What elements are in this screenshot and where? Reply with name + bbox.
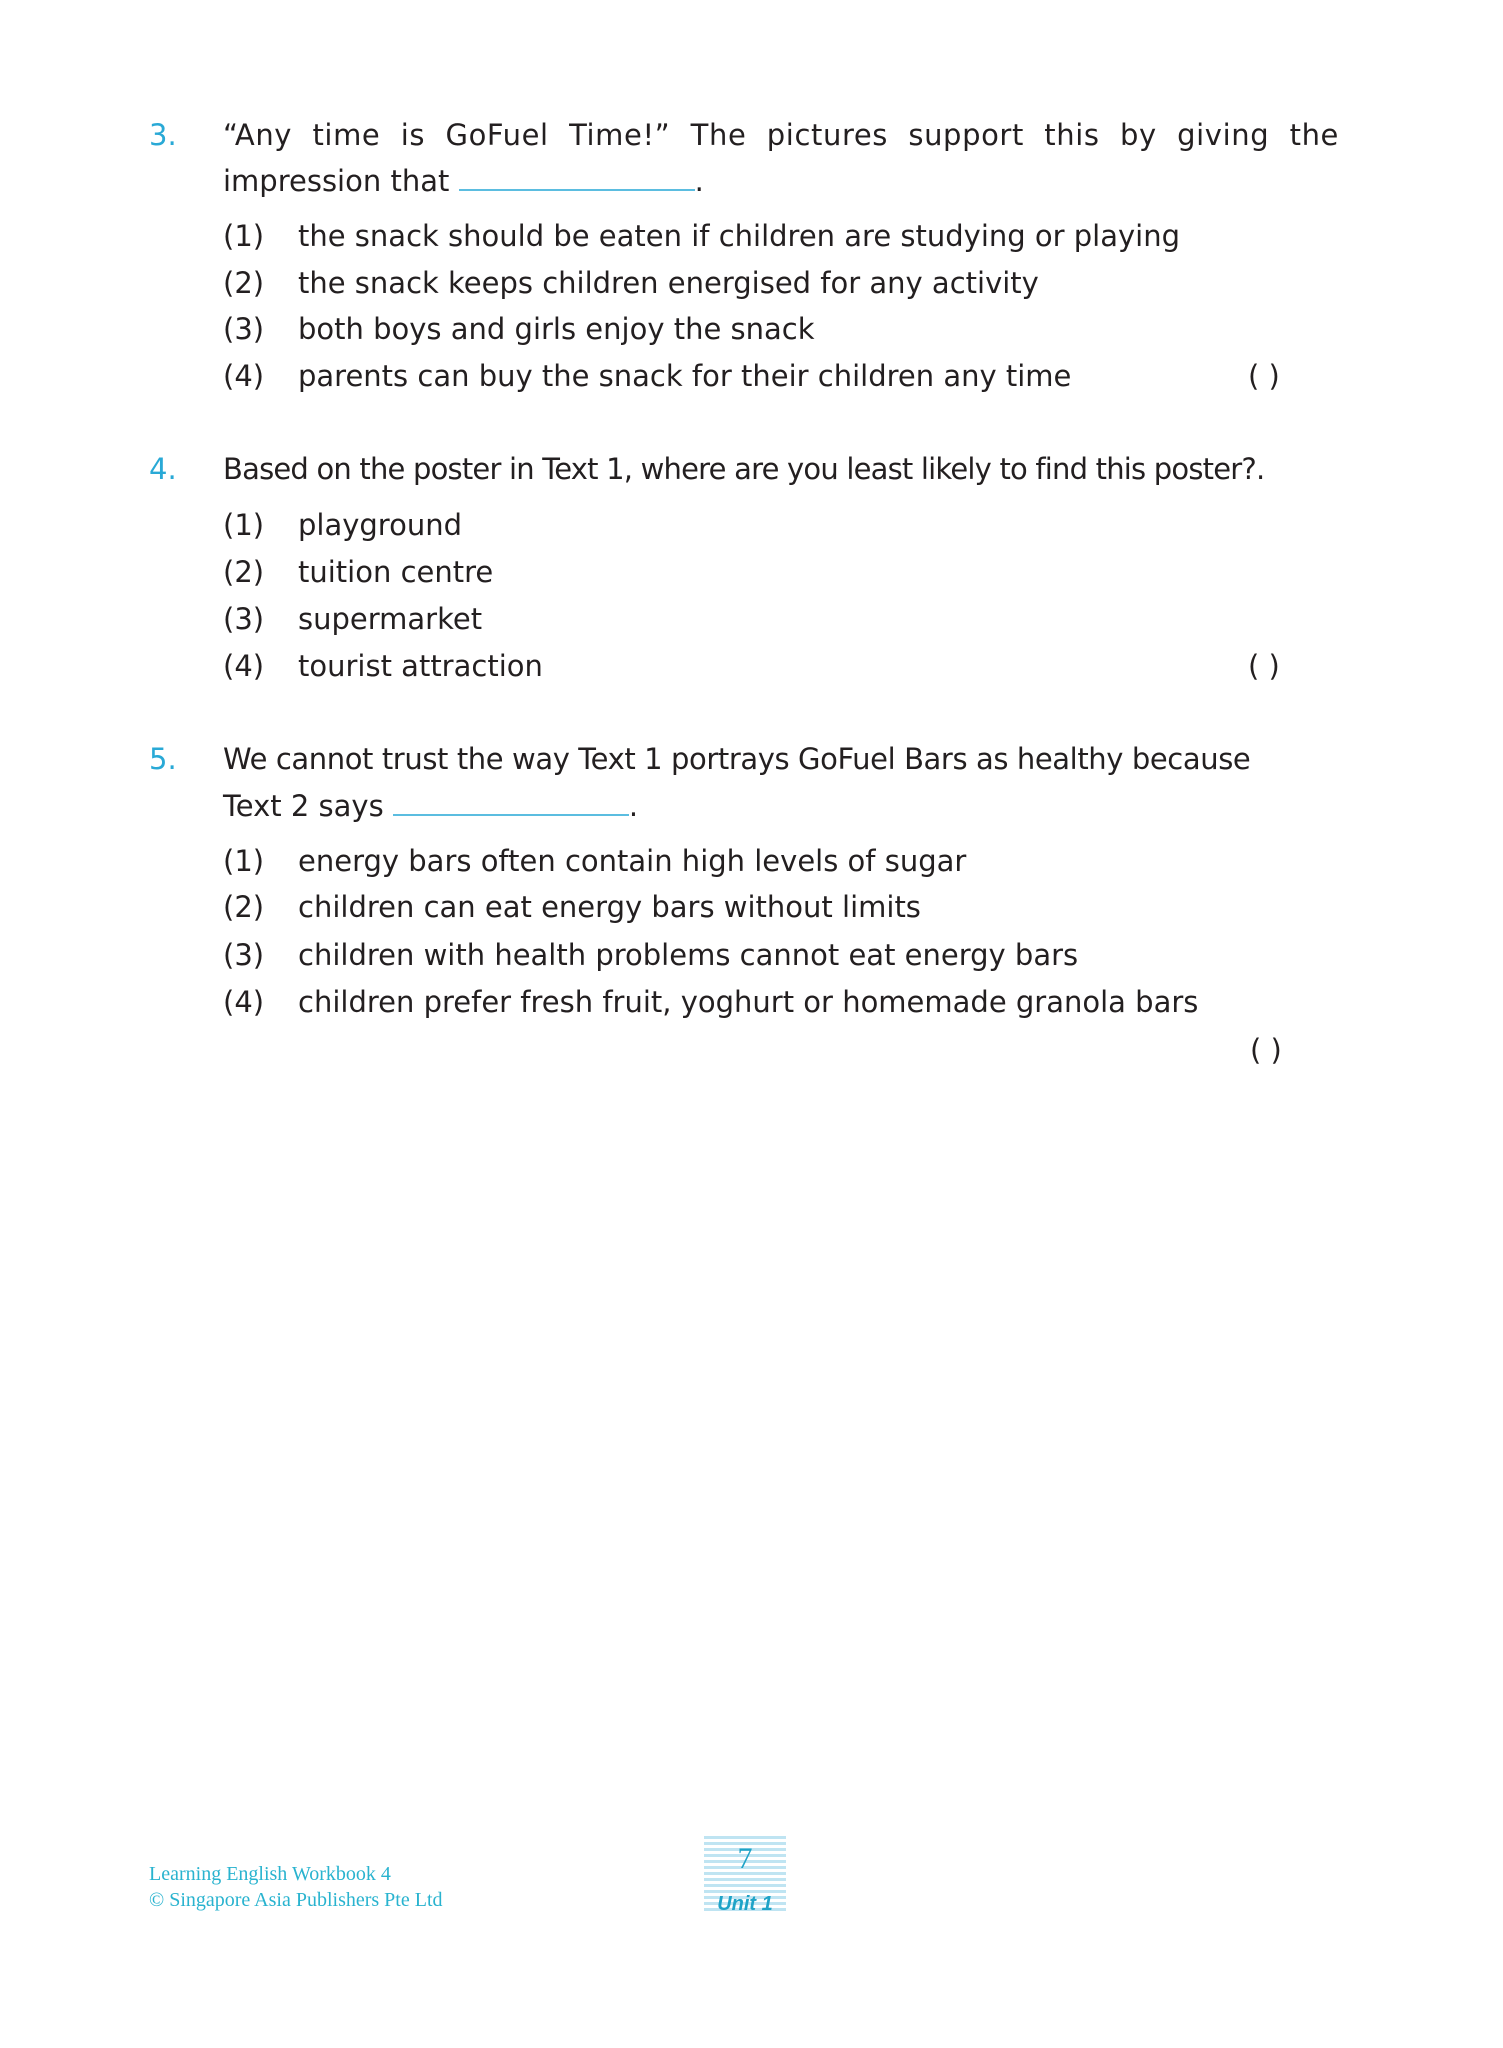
option-2[interactable]: (2) (223, 266, 265, 300)
stem-text: Text 2 says (223, 789, 384, 823)
option-text: tuition centre (298, 555, 494, 589)
option-1[interactable]: (1) (223, 844, 265, 878)
option-label: (1) (223, 219, 265, 253)
option-3[interactable]: (3) (223, 938, 265, 972)
option-text: both boys and girls enjoy the snack (298, 312, 815, 346)
option-text: the snack should be eaten if children are studying or playing (298, 219, 1181, 253)
question-stem-line2 (223, 161, 704, 201)
option-1[interactable] (223, 216, 264, 256)
question-stem-line2 (223, 786, 638, 826)
stem-text: impression that (223, 164, 450, 198)
footer-book-title: Learning English Workbook 4 (149, 1863, 391, 1885)
option-1[interactable]: (1) (223, 508, 265, 542)
question-stem: Based on the poster in Text 1, where are you least likely to find this poster?. (223, 452, 1265, 486)
page-badge (704, 1836, 786, 1915)
answer-bracket[interactable]: ( ) (1250, 1033, 1282, 1067)
question-stem: We cannot trust the way Text 1 portrays GoFuel Bars as healthy because (223, 742, 1251, 776)
option-2[interactable]: (2) (223, 555, 265, 589)
option-text: the snack keeps children energised for any activity (298, 266, 1039, 300)
page-number: 7 (737, 1842, 753, 1875)
stem-end: . (694, 164, 704, 198)
option-text: children can eat energy bars without limits (298, 890, 921, 924)
answer-blank[interactable] (459, 189, 695, 191)
question-number: 3. (149, 118, 177, 152)
option-4[interactable]: (4) (223, 359, 265, 393)
answer-blank[interactable] (393, 814, 629, 816)
question-stem: “Any time is GoFuel Time!” The pictures support this by giving the (223, 118, 1339, 152)
option-text: parents can buy the snack for their children any time (298, 359, 1072, 393)
option-2[interactable]: (2) (223, 890, 265, 924)
unit-label: Unit 1 (717, 1893, 773, 1915)
option-4[interactable]: (4) (223, 649, 265, 683)
option-text: supermarket (298, 602, 483, 636)
option-text: tourist attraction (298, 649, 543, 683)
answer-bracket[interactable]: ( ) (1248, 359, 1280, 393)
footer-copyright: © Singapore Asia Publishers Pte Ltd (149, 1889, 443, 1911)
option-3[interactable]: (3) (223, 602, 265, 636)
stem-end: . (628, 789, 639, 823)
question-number: 4. (149, 452, 177, 486)
option-text: playground (298, 508, 463, 542)
question-number: 5. (149, 742, 177, 776)
option-3[interactable]: (3) (223, 312, 265, 346)
option-4[interactable]: (4) (223, 985, 265, 1019)
option-text: children with health problems cannot eat energy bars (298, 938, 1079, 972)
answer-bracket[interactable]: ( ) (1248, 649, 1280, 683)
option-text: children prefer fresh fruit, yoghurt or homemade granola bars (298, 985, 1199, 1019)
option-text: energy bars often contain high levels of sugar (298, 844, 967, 878)
